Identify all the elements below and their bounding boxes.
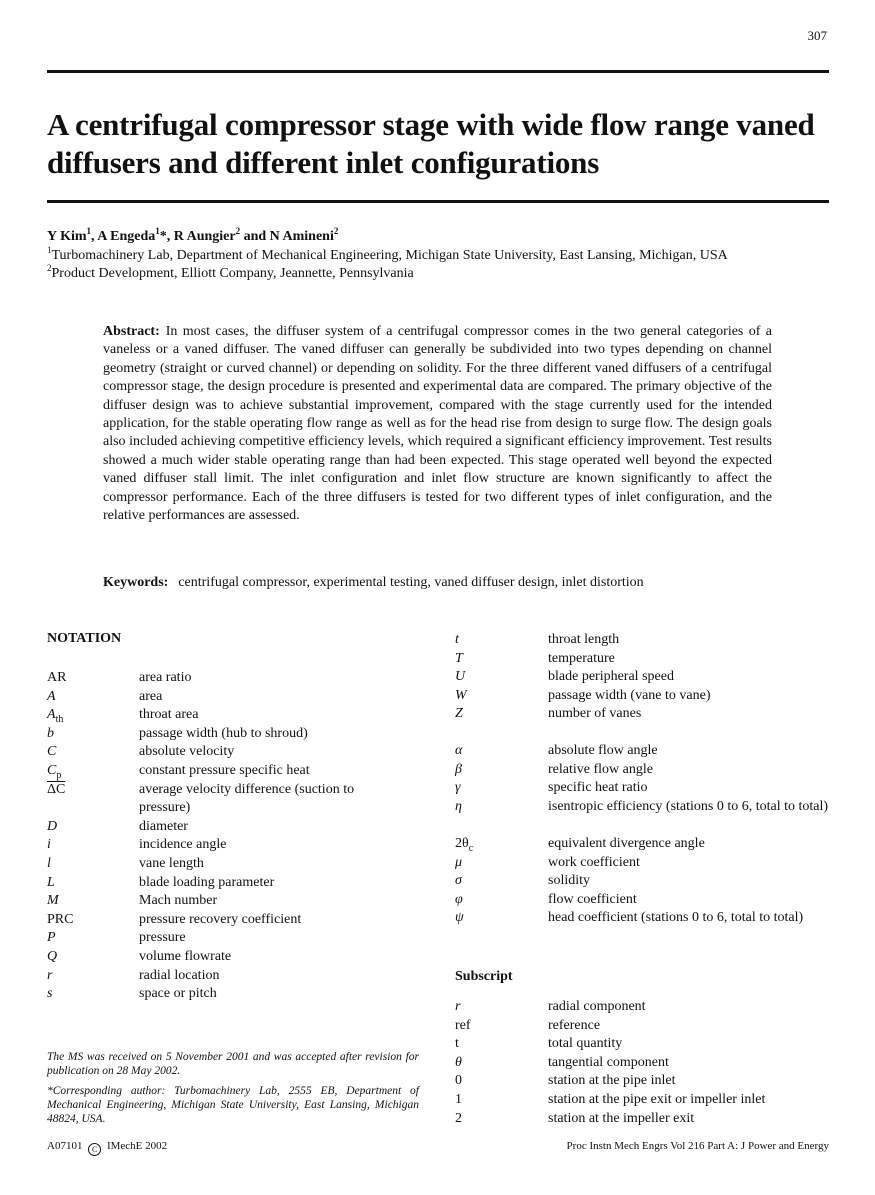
abstract: [103, 323, 772, 525]
notation-symbol: α: [455, 743, 463, 758]
notation-definition: number of vanes: [548, 706, 642, 722]
notation-heading: NOTATION: [47, 631, 122, 646]
notation-definition: isentropic efficiency (stations 0 to 6, total to total): [548, 798, 829, 814]
notation-symbol: s: [47, 986, 53, 1002]
notation-definition: blade loading parameter: [139, 874, 275, 890]
notation-symbol: μ: [455, 854, 463, 870]
notation-symbol: φ: [455, 891, 463, 907]
author-name: Y Kim: [47, 229, 87, 244]
keywords-label: Keywords:: [103, 575, 169, 590]
notation-symbol: P: [47, 930, 56, 946]
paper-title: A centrifugal compressor stage with wide flow range vaned diffusers and different inlet configurations: [47, 107, 815, 180]
notation-definition: flow coefficient: [548, 891, 637, 907]
author-name: A Engeda: [97, 229, 156, 244]
notation-symbol: 0: [455, 1073, 462, 1089]
notation-definition: throat area: [139, 707, 199, 723]
notation-definition: radial location: [139, 967, 220, 983]
notation-definition: absolute velocity: [139, 744, 235, 760]
notation-definition: station at the pipe inlet: [548, 1073, 676, 1089]
notation-definition: work coefficient: [548, 854, 640, 870]
footer-copyright: A07101 C IMechE 2002: [47, 1140, 168, 1154]
notation-symbol: 2: [455, 1110, 462, 1126]
notation-symbol: 1: [455, 1092, 462, 1107]
notation-definition: station at the pipe exit or impeller inlet: [548, 1092, 766, 1107]
notation-definition: radial component: [548, 999, 646, 1014]
notation-symbol: $A_{th}$: [47, 707, 64, 725]
notation-symbol: ref: [455, 1017, 471, 1033]
notation-symbol: C: [47, 744, 57, 760]
page-number: 307: [807, 28, 827, 43]
notation-symbol: η: [455, 798, 462, 814]
notation-symbol: b: [47, 725, 54, 741]
notation-definition: station at the impeller exit: [548, 1110, 695, 1126]
notation-definition: area: [139, 688, 163, 704]
notation-definition: passage width (hub to shroud): [139, 725, 308, 741]
notation-definition: equivalent divergence angle: [548, 836, 705, 851]
notation-definition: tangential component: [548, 1054, 669, 1070]
notation-definition: absolute flow angle: [548, 743, 658, 758]
notation-definition: head coefficient (stations 0 to 6, total to total): [548, 910, 804, 926]
keywords-text: centrifugal compressor, experimental testing, vaned diffuser design, inlet distortion: [178, 575, 644, 590]
notation-definition: pressure: [139, 930, 186, 946]
notation-symbol: $2\theta_c$: [455, 836, 474, 854]
notation-definition: passage width (vane to vane): [548, 687, 711, 703]
notation-symbol: Q: [47, 949, 58, 964]
notation-definition: relative flow angle: [548, 761, 653, 777]
affiliation-1: $^1$Turbomachinery Lab, Department of Mechanical Engineering, Michigan State University, East Lansing, Michigan, USA: [47, 245, 728, 263]
notation-symbol: θ: [455, 1054, 462, 1070]
notation-definition: reference: [548, 1017, 601, 1033]
title-rule: [47, 200, 829, 203]
notation-definition: incidence angle: [139, 837, 227, 853]
footer-journal: Proc Instn Mech Engrs Vol 216 Part A: J Power and Energy: [566, 1140, 829, 1152]
notation-symbol: γ: [455, 780, 461, 796]
notation-definition: area ratio: [139, 670, 192, 685]
subscript-heading: Subscript: [455, 969, 513, 984]
notation-symbol: $\overline{\Delta C}$: [47, 781, 66, 797]
notation-symbol: r: [455, 999, 461, 1014]
notation-definition: pressure recovery coefficient: [139, 911, 302, 927]
notation-definition: diameter: [139, 818, 188, 834]
received-footnote: The MS was received on 5 November 2001 and was accepted after revision for publication on 28 May 2002.: [47, 1051, 419, 1077]
copyright-icon: C: [88, 1143, 101, 1156]
notation-symbol: D: [47, 818, 58, 834]
notation-symbol: T: [455, 650, 463, 666]
notation-symbol: W: [455, 687, 467, 703]
notation-definition: temperature: [548, 650, 615, 666]
notation-symbol: t: [455, 632, 459, 647]
author-name: R Aungier: [173, 229, 236, 244]
notation-symbol: l: [47, 856, 51, 871]
notation-definition: vane length: [139, 856, 204, 871]
keywords: [103, 575, 644, 591]
notation-symbol: σ: [455, 873, 462, 889]
notation-definition: average velocity difference (suction to pressure): [139, 781, 355, 816]
notation-symbol: AR: [47, 670, 67, 685]
notation-symbol: Z: [455, 706, 463, 722]
top-rule: [47, 70, 829, 73]
notation-symbol: $C_p$: [47, 763, 62, 781]
notation-symbol: L: [47, 874, 55, 890]
notation-symbol: t: [455, 1036, 459, 1052]
author-list: Y Kim$^1$, A Engeda$^1$*, R Aungier$^2$ and N Amineni$^2$: [47, 226, 339, 244]
notation-definition: space or pitch: [139, 986, 217, 1002]
notation-definition: constant pressure specific heat: [139, 763, 310, 778]
notation-symbol: M: [47, 893, 59, 909]
notation-symbol: U: [455, 669, 466, 685]
abstract-text: In most cases, the diffuser system of a centrifugal compressor comes in the two general categories of a vaneless or a vaned diffuser. The vaned diffuser can generally be subdivided into two types depending on channel geometry (straight or curved channel) or depending on solidity. For the three different vaned diffusers of a centrifugal compressor stage, the design procedure is presented and experimental data are compared. The primary objective of the diffuser design was to achieve substantial improvement, compared with the stage currently used for the intended application, for the stable operating flow range as well as for the head rise from design to surge flow. The design goals also included achieving competitive efficiency levels, which required a significant efficiency improvement. Test results showed a much wider stable operating range than had been expected. This stage operated well beyond the expected vaned diffuser stall limit. The inlet configuration and inlet flow structure are known significantly to affect the compressor performance. Each of the three diffusers is tested for two different types of inlet configuration, and the relative performances are assessed.: [103, 324, 772, 524]
notation-definition: specific heat ratio: [548, 780, 648, 796]
author-name: N Amineni: [269, 229, 334, 244]
notation-definition: blade peripheral speed: [548, 669, 674, 685]
notation-symbol: ψ: [455, 910, 464, 926]
notation-symbol: β: [455, 761, 462, 777]
corresponding-author-footnote: *Corresponding author: Turbomachinery Lab, 2555 EB, Department of Mechanical Engineering, Michigan State University, East Lansing, Michigan 48824, USA.: [47, 1085, 419, 1125]
notation-symbol: i: [47, 837, 51, 853]
notation-definition: Mach number: [139, 893, 218, 909]
notation-symbol: PRC: [47, 911, 74, 927]
affiliation-2: $^2$Product Development, Elliott Company, Jeannette, Pennsylvania: [47, 263, 414, 281]
notation-definition: total quantity: [548, 1036, 623, 1052]
notation-definition: volume flowrate: [139, 949, 232, 964]
notation-symbol: A: [47, 688, 56, 704]
notation-definition: solidity: [548, 873, 591, 889]
notation-definition: throat length: [548, 632, 620, 647]
notation-symbol: r: [47, 967, 53, 983]
abstract-label: Abstract:: [103, 324, 160, 339]
